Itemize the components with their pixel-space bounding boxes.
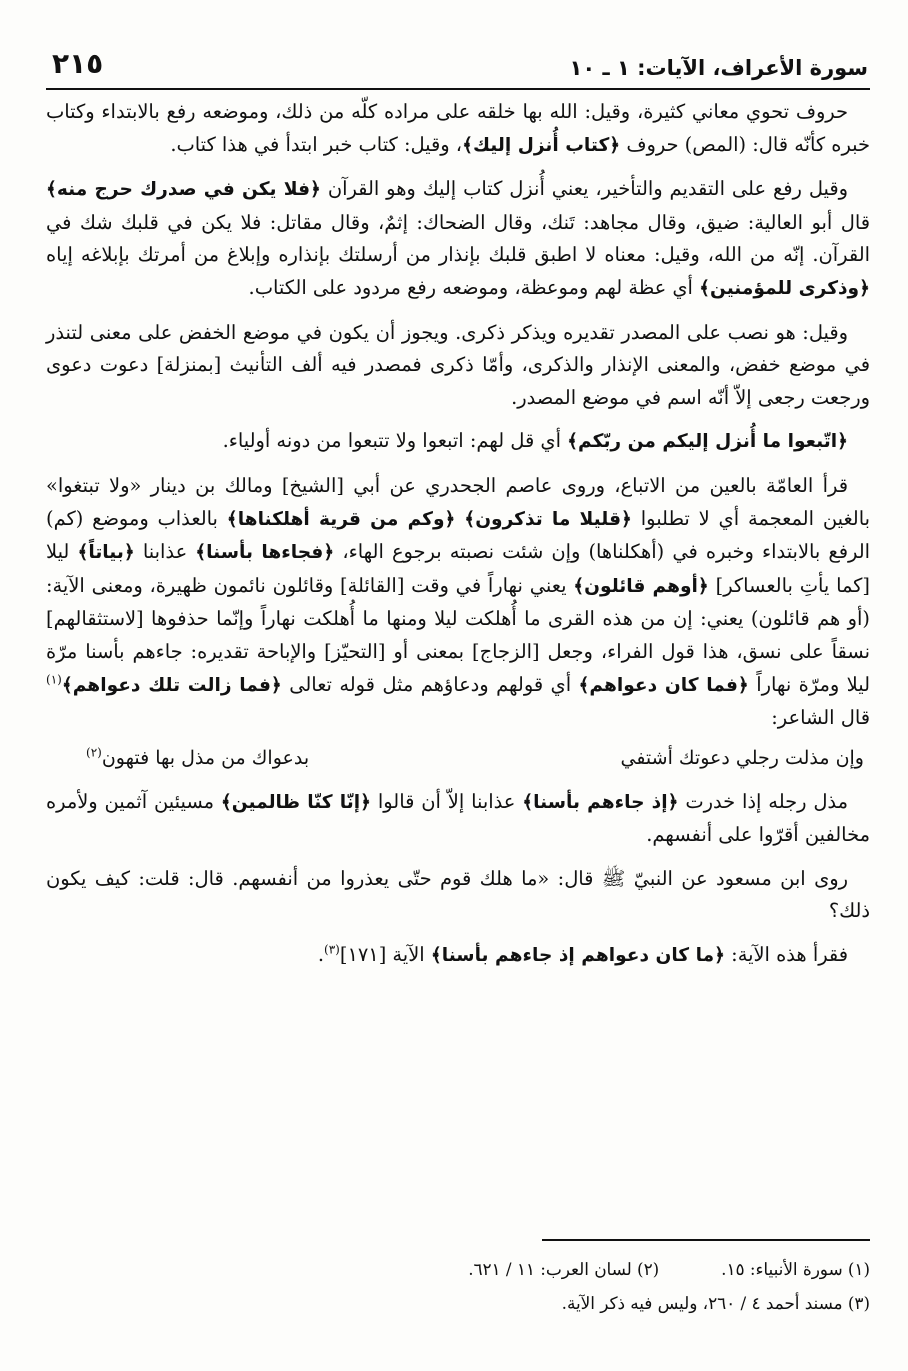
footnote-ref-3: (٣) [324,942,340,957]
verse-hemistich-1: وإن مذلت رجلي دعوتك أشتفي [620,746,864,769]
text-run: مذل رجله إذا خدرت [678,789,848,813]
footnotes [46,1252,870,1320]
quran-quote: ﴿بياتاً﴾ [77,542,135,564]
text-run: ، وقيل: كتاب خبر ابتدأ في هذا كتاب. [170,132,463,156]
footnote-2: (٢) لسان العرب: ١١ / ٦٢١. [468,1259,660,1279]
text-run: وقيل رفع على التقديم والتأخير، يعني أُنزل كتاب إليك وهو القرآن [320,177,848,201]
quran-quote: ﴿اتّبعوا ما أُنزل إليكم من ربّكم﴾ [567,431,848,453]
text-run: قال أبو العالية: ضيق، وقال مجاهد: تَنك، وقال الضحاك: إثمٌ، وقال مقاتل: فلا يكن في قلبك شك في القرآن. إنّه من الله، وقيل: معناه لا اطبق قلبك بإنذار من أرسلتك بإنذاره وإبلاغ من أمرتك بإبلاغه إياه [46,210,870,267]
quran-quote: ﴿إذ جاءهم بأسنا﴾ [522,791,679,813]
quran-quote: ﴿فلا يكن في صدرك حرج منه﴾ [46,179,321,201]
text-run: عذابنا إلاّ أن قالوا [371,789,523,813]
poetry-verse [46,735,870,775]
footnote-3: (٣) مسند أحمد ٤ / ٢٦٠، وليس فيه ذكر الآية. [561,1293,870,1313]
footnote-ref-1: (١) [46,672,62,687]
paragraph-2 [46,173,870,305]
quran-quote: ﴿إنّا كنّا ظالمين﴾ [220,791,372,813]
quran-quote: ﴿وذكرى للمؤمنين﴾ [699,277,870,299]
quran-quote: ﴿فما كان دعواهم﴾ [578,674,749,696]
text-run: عذابنا [134,540,196,564]
quran-quote: ﴿قليلا ما تذكرون﴾ [464,508,632,530]
quran-quote: ﴿كتاب أُنزل إليك﴾ [462,134,621,156]
paragraph-3: وقيل: هو نصب على المصدر تقديره ويذكر ذكرى. ويجوز أن يكون في موضع الخفض على معنى لتنذر في موضع خفض، والمعنى الإنذار والذكرى، وأمّا ذكرى فمصدر فيه ألف التأنيث [بمنزلة] دعوت دعوى ورجعت رجعى إلاّ أنّه اسم في موضع المصدر. [46,320,870,409]
paragraph-5 [46,470,870,735]
paragraph-1 [46,96,870,162]
text-run: قال الشاعر: [771,706,870,730]
text-run: الآية [١٧١] [339,943,431,967]
text-run: ليلا [كما يأتِ بالعساكر] [46,540,870,597]
text-run: حروف تحوي معاني كثيرة، وقيل: الله بها خلقه على مراده كلّه من ذلك، وموضعه رفع بالابتداء وكتاب خبره كأنّه قال: (المص) حروف [46,100,870,156]
paragraph-6 [46,786,870,852]
text-run: أي قولهم ودعاؤهم مثل قوله تعالى [281,672,579,696]
footnote-1: (١) سورة الأنبياء: ١٥. [721,1259,870,1279]
text-run: أي عظة لهم وموعظة، وموضعه رفع مردود على الكتاب. [248,275,700,299]
footnote-row [46,1252,870,1286]
text-run: مسيئين آثمين ولأمره مخالفين أقرّوا على أنفسهم. [46,789,870,847]
quran-quote: ﴿فما زالت تلك دعواهم﴾ [61,674,282,696]
footnote-ref-2: (٢) [86,745,102,760]
quran-quote: ﴿وكم من قرية أهلكناها﴾ [226,508,456,530]
page-number: ٢١٥ [52,47,104,80]
quran-quote: ﴿ما كان دعواهم إذ جاءهم بأسنا﴾ [430,945,725,967]
text-run: يعني نهاراً في وقت [القائلة] وقائلون نائمون ظهيرة، ومعنى الآية: (أو هم قائلون) يعني: إن من هذه القرى ما أُهلكت ليلا ومنها ما أُهلكت نهاراً وإنّما حذفوها [لاستثقالهم] نسقاً على نسق، هذا قول الفراء، وجعل [الزجاج] بمعنى أو [التحيّز] والإباحة تقديره: جاءهم بأسنا مرّة ليلا ومرّة نهاراً [46,573,870,696]
quran-quote: ﴿أوهم قائلون﴾ [573,575,709,597]
verse-hemistich-2: بدعواك من مذل بها فتهون$^{(٢)}$ [86,745,310,769]
main-text [46,96,870,973]
paragraph-4 [46,425,870,459]
paragraph-8: فقرأ هذه الآية: ﴿ما كان دعواهم إذ جاءهم بأسنا﴾ الآية [١٧١]$^{(٣)}$. [317,942,848,967]
text-run: أي قل لهم: اتبعوا ولا تتبعوا من دونه أولياء. [222,429,568,453]
text-run: بالعذاب وموضع (كم) الرفع بالابتداء وخبره في (أهكلناها) وإن شئت نصبته برجوع الهاء، [46,506,870,564]
text-run: قرأ العامّة بالعين من الاتباع، وروى عاصم الجحدري عن أبي [الشيخ] ومالك بن دينار «ولا تبتغوا» بالغين المعجمة أي لا تطلبوا [46,473,871,530]
page-header [46,38,870,90]
footnote-divider [542,1239,870,1241]
paragraph-7: روى ابن مسعود عن النبيّ ﷺ قال: «ما هلك قوم حتّى يعذروا من أنفسهم. قال: قلت: كيف يكون ذلك؟ [46,866,870,923]
quran-quote: ﴿فجاءها بأسنا﴾ [195,542,335,564]
running-title: سورة الأعراف، الآيات: ١ ـ ١٠ [569,56,868,80]
text-run: فقرأ هذه الآية: [725,943,848,967]
